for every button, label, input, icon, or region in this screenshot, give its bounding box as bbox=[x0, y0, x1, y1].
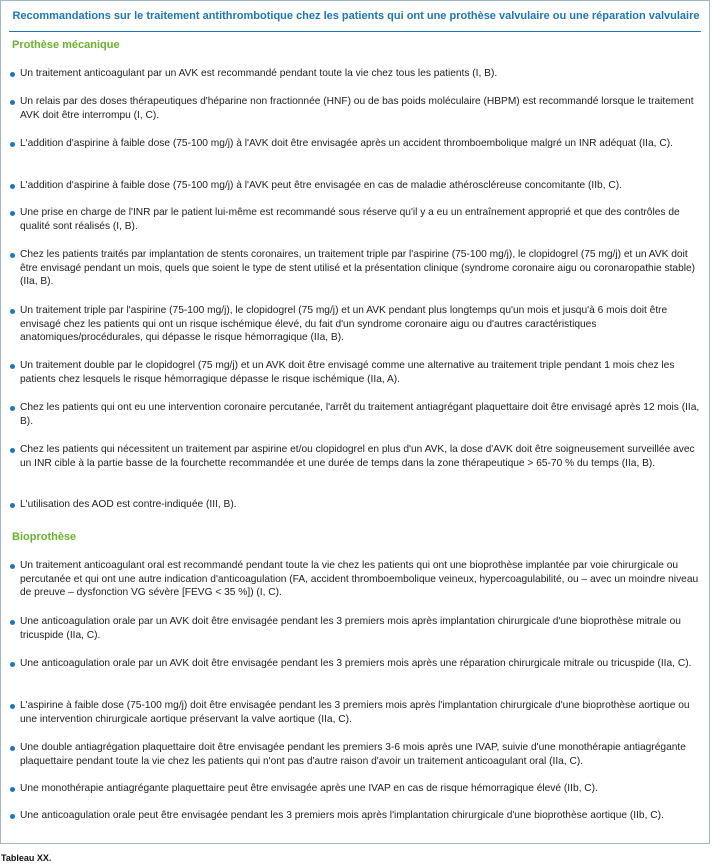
bullet-icon bbox=[10, 309, 15, 314]
list-item: Chez les patients qui ont eu une intervention coronaire percutanée, l'arrêt du traitement antiagrégant plaquettaire doit être envisagé après 12 mois (IIa, B). bbox=[20, 402, 700, 427]
list-item: Un traitement triple par l'aspirine (75-100 mg/j), le clopidogrel (75 mg/j) et un AVK pendant plus longtemps qu'un mois et jusqu'à 6 mois doit être envisagé chez les patients qui ont un risque ischémique élevé, du fait d'un syndrome coronaire aigu ou d'autres caractéristiques anatomiques/procédurales, qui dépasse le risque hémorragique (IIa, B). bbox=[20, 305, 668, 344]
bullet-icon bbox=[10, 253, 15, 258]
list-item: L'aspirine à faible dose (75-100 mg/j) doit être envisagée pendant les 3 premiers mois après l'implantation chirurgicale d'une bioprothèse aortique ou une intervention chirurgicale aortique préservant la valve aortique (IIa, C). bbox=[20, 700, 690, 725]
section-heading-bioprosthesis: Bioprothèse bbox=[12, 531, 77, 543]
table-title: Recommandations sur le traitement antithrombotique chez les patients qui ont une prothèse valvulaire ou une réparation valvulaire bbox=[12, 10, 700, 22]
list-item: Une anticoagulation orale peut être envisagée pendant les 3 premiers mois après l'implantation chirurgicale d'une bioprothèse aortique (IIb, C). bbox=[20, 810, 664, 821]
bullet-icon bbox=[10, 406, 15, 411]
bullet-icon bbox=[10, 564, 15, 569]
list-item: Un traitement anticoagulant par un AVK est recommandé pendant toute la vie chez tous les patients (I, B). bbox=[20, 68, 498, 79]
bullet-icon bbox=[10, 814, 15, 819]
list-item: L'addition d'aspirine à faible dose (75-100 mg/j) à l'AVK peut être envisagée en cas de maladie athéroscléreuse concomitante (IIb, C). bbox=[20, 180, 622, 191]
bullet-icon bbox=[10, 211, 15, 216]
bullet-icon bbox=[10, 72, 15, 77]
bullet-icon bbox=[10, 503, 15, 508]
bullet-icon bbox=[10, 100, 15, 105]
list-item: Un relais par des doses thérapeutiques d'héparine non fractionnée (HNF) ou de bas poids moléculaire (HBPM) est recommandé lorsque le traitement AVK doit être interrompu (I, C). bbox=[20, 96, 694, 121]
bullet-icon bbox=[10, 746, 15, 751]
list-item: Une double antiagrégation plaquettaire doit être envisagée pendant les premiers 3-6 mois après une IVAP, suivie d'une monothérapie antiagrégante plaquettaire pendant toute la vie chez les patients qui n'ont pas d'autre raison d'avoir un traitement anticoagulant oral (IIa, C). bbox=[20, 742, 686, 767]
bullet-icon bbox=[10, 787, 15, 792]
bullet-icon bbox=[10, 662, 15, 667]
bullet-icon bbox=[10, 448, 15, 453]
list-item: Un traitement anticoagulant oral est recommandé pendant toute la vie chez les patients qui ont une bioprothèse implantée par voie chirurgicale ou percutanée et qui ont une autre indication d'anticoagulation (FA, accident thromboembolique veineux, hypercoagulabilité, ou – avec un moindre niveau de preuve – dysfonction VG sévère [FEVG < 35 %]) (I, C). bbox=[20, 560, 699, 599]
list-item: Une anticoagulation orale par un AVK doit être envisagée pendant les 3 premiers mois après implantation chirurgicale d'une bioprothèse mitrale ou tricuspide (IIa, C). bbox=[20, 616, 681, 641]
list-item: Une monothérapie antiagrégante plaquettaire peut être envisagée après une IVAP en cas de risque hémorragique élevé (IIb, C). bbox=[20, 783, 598, 794]
bullet-icon bbox=[10, 142, 15, 147]
bullet-icon bbox=[10, 620, 15, 625]
section-heading-mechanical: Prothèse mécanique bbox=[12, 39, 120, 51]
bullet-icon bbox=[10, 364, 15, 369]
list-item: L'utilisation des AOD est contre-indiquée (III, B). bbox=[20, 499, 237, 510]
list-item: Un traitement double par le clopidogrel (75 mg/j) et un AVK doit être envisagé comme une alternative au traitement triple pendant 1 mois chez les patients chez lesquels le risque hémorragique dépasse le risque ischémique (IIa, A). bbox=[20, 360, 675, 385]
bullet-icon bbox=[10, 184, 15, 189]
table-caption: Tableau XX. bbox=[1, 853, 52, 863]
list-item: Une anticoagulation orale par un AVK doit être envisagée pendant les 3 premiers mois après une réparation chirurgicale mitrale ou tricuspide (IIa, C). bbox=[20, 658, 692, 669]
list-item: Une prise en charge de l'INR par le patient lui-même est recommandé sous réserve qu'il y a eu un entraînement approprié et que des contrôles de qualité sont réalisés (I, B). bbox=[20, 207, 680, 232]
list-item: Chez les patients traités par implantation de stents coronaires, un traitement triple par l'aspirine (75-100 mg/j), le clopidogrel (75 mg/j) et un AVK doit être envisagé pendant un mois, quels que soient le type de stent utilisé et la présentation clinique (syndrome coronaire aigu ou coronaropathie stable) (IIa, B). bbox=[20, 249, 696, 288]
bullet-icon bbox=[10, 704, 15, 709]
title-divider bbox=[9, 31, 701, 32]
list-item: L'addition d'aspirine à faible dose (75-100 mg/j) à l'AVK doit être envisagée après un accident thromboembolique malgré un INR adéquat (IIa, C). bbox=[20, 138, 673, 149]
list-item: Chez les patients qui nécessitent un traitement par aspirine et/ou clopidogrel en plus d'un AVK, la dose d'AVK doit être soigneusement surveillée avec un INR cible à la partie basse de la fourchette recommandée et une durée de temps dans la zone thérapeutique > 65-70 % du temps (IIa, B). bbox=[20, 444, 695, 469]
